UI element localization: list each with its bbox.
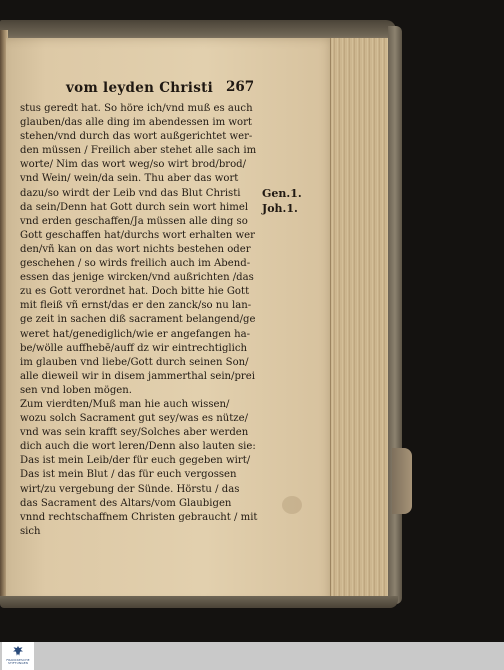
text-line: zu es Gott verordnet hat. Doch bitte hie Gott <box>20 286 250 298</box>
text-line: stehen/vnd durch das wort außgerichtet wer- <box>20 131 253 143</box>
margin-note <box>262 186 310 216</box>
page-number: 267 <box>226 79 255 95</box>
text-line: sich <box>20 525 41 537</box>
margin-note-ref-1: Gen.1. <box>262 187 302 200</box>
logo-text <box>2 659 34 666</box>
text-line: geschehen / so wirds freilich auch im Abend- <box>20 258 251 270</box>
text-line: glauben/das alle ding im abendessen im wort <box>20 117 252 129</box>
footer-bar <box>0 642 504 670</box>
text-line: mit fleiß vñ ernst/das er den zanck/so nu lan- <box>20 300 252 312</box>
book-scan <box>0 20 402 606</box>
bookmark-tab <box>392 448 412 514</box>
text-line: sen vnd loben mögen. <box>20 384 132 396</box>
text-line: vnd erden geschaffen/Ja müssen alle ding so <box>20 215 248 227</box>
cover-right-edge <box>388 26 402 604</box>
text-line: Gott geschaffen hat/durchs wort erhalten wer <box>20 229 255 241</box>
text-line: den/vñ kan on das wort nichts bestehen oder <box>20 243 251 255</box>
text-line: dich auch die wort leren/Denn also lauten sie: <box>20 441 256 453</box>
text-line: vnnd rechtschaffnem Christen gebraucht / mit <box>20 511 258 523</box>
eagle-emblem-icon <box>12 645 24 657</box>
text-line: wozu solch Sacrament gut sey/was es nütze/ <box>20 413 248 425</box>
text-line: worte/ Nim das wort weg/so wirt brod/brod/ <box>20 159 247 171</box>
logo-text-line-1: FRANCKESCHE <box>6 658 30 662</box>
text-line: be/wölle auffhebē/auff dz wir eintrechtiglich <box>20 342 248 354</box>
text-line: den müssen / Freilich aber stehet alle sach im <box>20 145 257 157</box>
page-edges <box>330 38 395 604</box>
logo-text-line-2: STIFTUNGEN <box>7 661 29 666</box>
cover-bottom-edge <box>0 596 398 608</box>
text-line: dazu/so wirdt der Leib vnd das Blut Christi <box>20 187 241 199</box>
text-line: weret hat/genediglich/wie er angefangen ha- <box>20 328 251 340</box>
library-logo <box>2 642 34 670</box>
text-line: essen das jenige wircken/vnd außrichten /das <box>20 272 254 284</box>
text-line: vnd Wein/ wein/da sein. Thu aber das wort <box>20 173 239 185</box>
book-page <box>6 38 336 604</box>
text-line: Zum vierdten/Muß man hie auch wissen/ <box>20 398 230 410</box>
running-header: vom leyden Christi <box>66 80 214 96</box>
text-line: Das ist mein Leib/der für euch gegeben wirt/ <box>20 455 251 467</box>
body-text <box>20 102 268 539</box>
text-line: wirt/zu vergebung der Sünde. Hörstu / das <box>20 483 240 495</box>
margin-note-ref-2: Joh.1. <box>262 202 298 215</box>
text-line: ge zeit in sachen diß sacrament belangend/ge <box>20 314 256 326</box>
paper-stain <box>282 496 302 514</box>
text-line: stus geredt hat. So höre ich/vnd muß es auch <box>20 103 253 114</box>
text-line: vnd was sein krafft sey/Solches aber werden <box>20 427 249 439</box>
text-line: das Sacrament des Altars/vom Glaubigen <box>20 497 232 509</box>
text-line: im glauben vnd liebe/Gott durch seinen Son/ <box>20 356 249 368</box>
text-line: da sein/Denn hat Gott durch sein wort himel <box>20 201 249 213</box>
text-line: Das ist mein Blut / das für euch vergossen <box>20 469 237 481</box>
text-line: alle dieweil wir in disem jammerthal sein/prei <box>20 370 255 382</box>
